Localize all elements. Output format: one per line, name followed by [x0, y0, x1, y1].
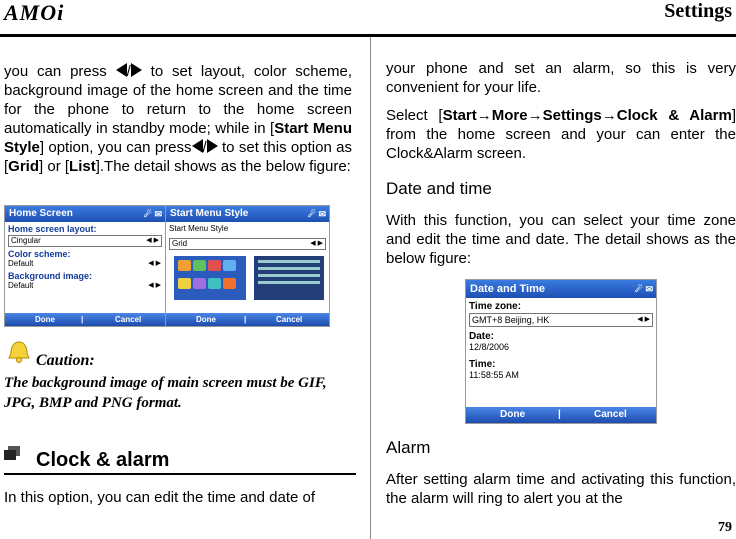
cancel-softkey[interactable]: Cancel [594, 409, 627, 420]
date-time-text: With this function, you can select your time zone and edit the time and date. The detail shows as the below figure: [386, 212, 736, 267]
done-softkey[interactable]: Done [500, 409, 525, 420]
date-label: Date: [469, 331, 495, 342]
time-label: Time: [469, 359, 496, 370]
start-menu-style-screenshot [165, 205, 330, 327]
cancel-softkey[interactable]: Cancel [276, 315, 303, 324]
left-arrow-icon [116, 63, 127, 77]
start-menu-style-label: Start Menu Style [169, 224, 229, 233]
screen-title: Date and Time [470, 283, 545, 295]
time-field[interactable]: 11:58:55 AM [469, 370, 519, 380]
start-menu-style-select[interactable]: Grid ◀ ▶ [169, 238, 326, 250]
clock-alarm-heading: Clock & alarm [36, 449, 170, 471]
section-bullet-icon [4, 446, 20, 465]
background-image-select[interactable]: Default ◀ ▶ [8, 281, 161, 290]
right-arrow-icon [131, 63, 142, 77]
layout-paragraph: you can press / to set layout, color scheme, background image of the home screen and the time for the phone to return to the home screen automatically in standby mode; while in [Start Menu Style] option, you can press / to set this option as [Grid] or [List].The detail shows as the below figure: [4, 63, 352, 175]
alarm-heading: Alarm [386, 438, 431, 457]
cancel-softkey[interactable]: Cancel [115, 315, 142, 324]
grid-preview-image [174, 256, 246, 300]
screen-title: Start Menu Style [170, 208, 249, 219]
status-icons: ☄ ✉ [307, 209, 326, 219]
date-time-heading: Date and time [386, 179, 492, 198]
done-softkey[interactable]: Done [196, 315, 216, 324]
caution-text: The background image of main screen must be GIF, JPG, BMP and PNG format. [4, 375, 327, 411]
background-image-label: Background image: [8, 271, 93, 281]
screen-title: Home Screen [9, 208, 73, 219]
heading-rule [4, 473, 356, 475]
date-time-screenshot [465, 279, 657, 424]
layout-select[interactable]: Cingular ◀ ▶ [8, 235, 162, 247]
layout-label: Home screen layout: [8, 224, 97, 234]
column-divider [370, 37, 371, 539]
caution-bell-icon [6, 340, 32, 369]
color-scheme-select[interactable]: Default ◀ ▶ [8, 259, 161, 268]
brand-logo: AMOi [4, 0, 65, 25]
date-field[interactable]: 12/8/2006 [469, 342, 510, 352]
time-zone-label: Time zone: [469, 301, 522, 312]
alarm-text: After setting alarm time and activating this function, the alarm will ring to alert you at the [386, 471, 736, 507]
softkey-bar: Done | Cancel [466, 407, 656, 423]
home-screen-screenshot [4, 205, 166, 327]
page-number: 79 [718, 520, 732, 535]
left-arrow-icon [192, 139, 203, 153]
softkey-bar: Done | Cancel [166, 313, 329, 326]
softkey-bar: Done | Cancel [5, 313, 165, 326]
status-icons: ☄ ✉ [143, 209, 162, 219]
clock-alarm-text: In this option, you can edit the time and date of [4, 489, 316, 506]
time-zone-select[interactable]: GMT+8 Beijing, HK ◀ ▶ [469, 313, 653, 327]
header-rule [0, 34, 736, 37]
intro-paragraph: your phone and set an alarm, so this is very convenient for your life. [386, 60, 736, 96]
right-arrow-icon [207, 139, 218, 153]
done-softkey[interactable]: Done [35, 315, 55, 324]
color-scheme-label: Color scheme: [8, 249, 71, 259]
caution-title: Caution: [36, 352, 95, 369]
list-preview-image [254, 256, 324, 300]
status-icons: ☄ ✉ [634, 284, 653, 294]
select-paragraph: Select [Start→More→Settings→Clock & Alarm] from the home screen and your can enter the Clock&Alarm screen. [386, 107, 736, 162]
section-title: Settings [664, 0, 732, 22]
